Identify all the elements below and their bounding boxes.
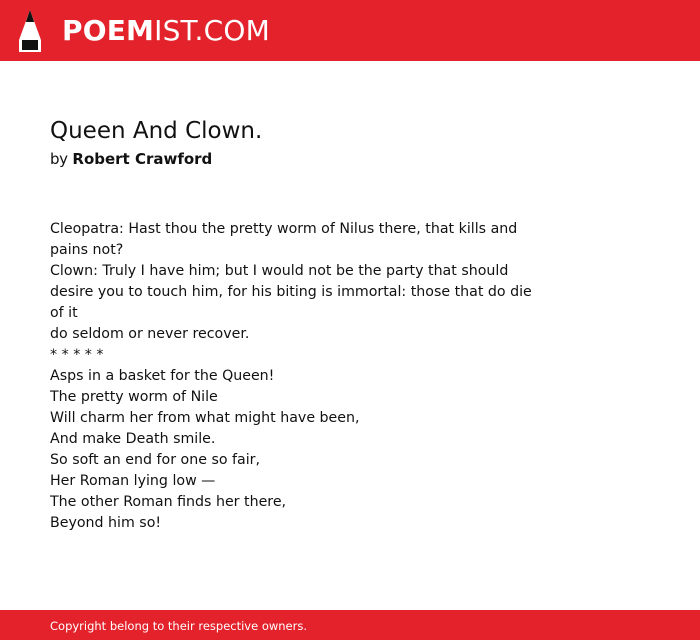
poem-body xyxy=(50,219,540,534)
poem-line: The pretty worm of Nile xyxy=(50,389,218,405)
poem-line: The other Roman finds her there, xyxy=(50,494,287,510)
poem-header xyxy=(50,115,550,170)
poem-title: Queen And Clown. xyxy=(50,118,263,144)
byline xyxy=(50,148,550,170)
poem-line: And make Death smile. xyxy=(50,431,216,447)
poem-line: * * * * * xyxy=(50,347,104,363)
logo-light-text: IST.COM xyxy=(154,14,270,47)
poem-line: So soft an end for one so fair, xyxy=(50,452,260,468)
site-logo[interactable] xyxy=(62,13,270,49)
poem-line: do seldom or never recover. xyxy=(50,326,250,342)
copyright-notice: Copyright belong to their respective owners. xyxy=(50,619,308,633)
poem-line: Beyond him so! xyxy=(50,515,162,531)
logo-bold-text: POEM xyxy=(62,14,155,47)
poem-line: Her Roman lying low — xyxy=(50,473,216,489)
poem-line: Cleopatra: Hast thou the pretty worm of Nilus there, that kills and pains not? xyxy=(50,221,518,258)
pencil-tip-icon[interactable] xyxy=(17,9,43,53)
byline-prefix: by xyxy=(50,150,68,168)
poem-line: Clown: Truly I have him; but I would not be the party that should desire you to touch him, for his biting is immortal: those that do die of it xyxy=(50,263,532,321)
site-footer xyxy=(0,610,700,640)
poem-line: Will charm her from what might have been, xyxy=(50,410,360,426)
site-header xyxy=(0,0,700,61)
author-name[interactable]: Robert Crawford xyxy=(72,150,213,168)
poem-line: Asps in a basket for the Queen! xyxy=(50,368,275,384)
